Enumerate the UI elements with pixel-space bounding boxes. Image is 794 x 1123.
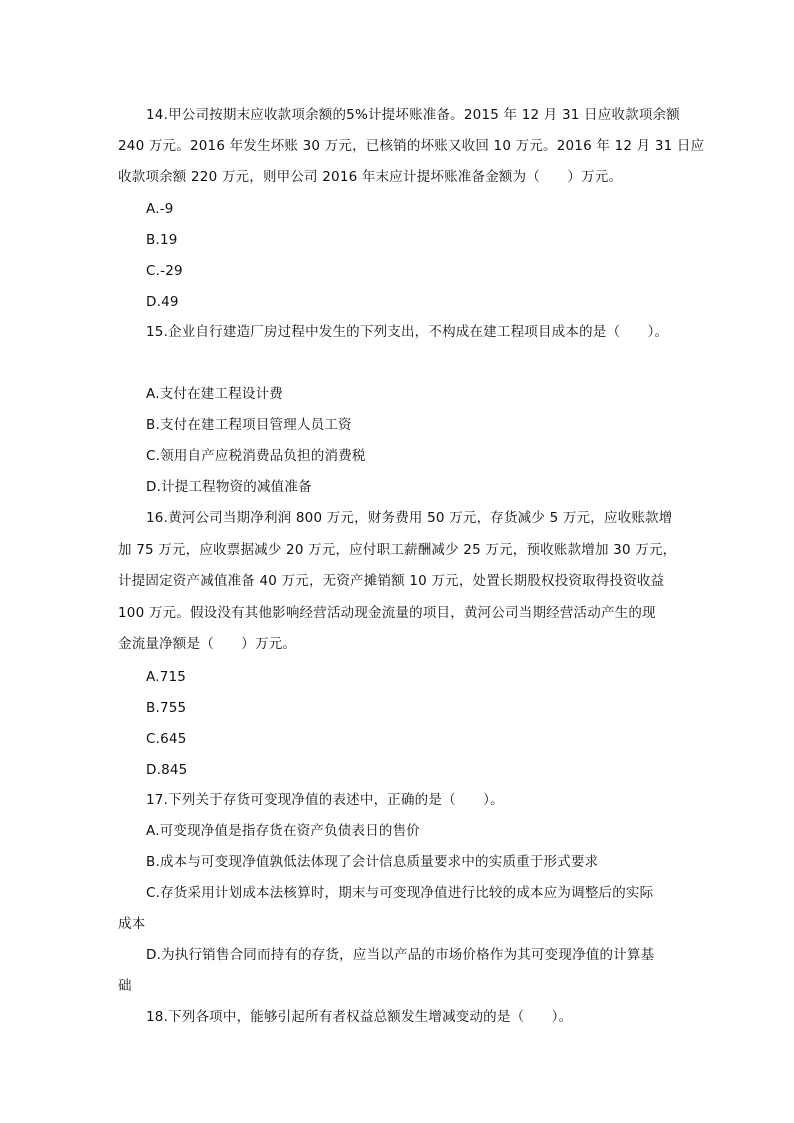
question-14-option-d: D.49 <box>146 294 179 310</box>
question-14-option-b: B.19 <box>146 232 178 248</box>
question-17-option-b: B.成本与可变现净值孰低法体现了会计信息质量要求中的实质重于形式要求 <box>146 854 599 870</box>
question-16-option-c: C.645 <box>146 731 187 747</box>
question-14-stem-line-2: 240 万元。2016 年发生坏账 30 万元，已核销的坏账又收回 10 万元。2016 年 12 月 31 日应 <box>118 138 705 154</box>
question-17-stem-line-1: 17.下列关于存货可变现净值的表述中，正确的是（ ）。 <box>146 792 504 808</box>
question-15-option-d: D.计提工程物资的减值准备 <box>146 479 312 495</box>
question-16-stem-line-1: 16.黄河公司当期净利润 800 万元，财务费用 50 万元，存货减少 5 万元，应收账款增 <box>146 510 673 526</box>
question-16-option-d: D.845 <box>146 762 188 778</box>
question-16-option-a: A.715 <box>146 669 187 685</box>
question-14-option-c: C.-29 <box>146 263 183 279</box>
question-18-stem-line-1: 18.下列各项中，能够引起所有者权益总额发生增减变动的是（ ）。 <box>146 1009 573 1025</box>
question-16-stem-line-5: 金流量净额是（ ）万元。 <box>118 636 297 652</box>
question-17-option-a: A.可变现净值是指存货在资产负债表日的售价 <box>146 823 420 839</box>
question-15-option-b: B.支付在建工程项目管理人员工资 <box>146 417 352 433</box>
question-14-stem-line-1: 14.甲公司按期末应收款项余额的5%计提坏账准备。2015 年 12 月 31 日应收款项余额 <box>146 107 680 123</box>
question-17-option-d-line-1: D.为执行销售合同而持有的存货，应当以产品的市场价格作为其可变现净值的计算基 <box>146 947 655 963</box>
question-17-option-c-line-1: C.存货采用计划成本法核算时，期末与可变现净值进行比较的成本应为调整后的实际 <box>146 885 654 901</box>
question-14-stem-line-3: 收款项余额 220 万元，则甲公司 2016 年末应计提坏账准备金额为（ ）万元。 <box>118 169 623 185</box>
question-15-option-c: C.领用自产应税消费品负担的消费税 <box>146 448 366 464</box>
question-17-option-d-line-2: 础 <box>118 978 132 994</box>
question-16-option-b: B.755 <box>146 700 187 716</box>
question-15-option-a: A.支付在建工程设计费 <box>146 386 283 402</box>
question-16-stem-line-3: 计提固定资产减值准备 40 万元，无资产摊销额 10 万元，处置长期股权投资取得投资收益 <box>118 573 665 589</box>
question-16-stem-line-2: 加 75 万元，应收票据减少 20 万元，应付职工薪酬减少 25 万元，预收账款增加 30 万元， <box>118 542 677 558</box>
question-15-stem-line-1: 15.企业自行建造厂房过程中发生的下列支出，不构成在建工程项目成本的是（ ）。 <box>146 324 669 340</box>
question-14-option-a: A.-9 <box>146 201 174 217</box>
question-16-stem-line-4: 100 万元。假设没有其他影响经营活动现金流量的项目，黄河公司当期经营活动产生的现 <box>118 605 656 621</box>
question-17-option-c-line-2: 成本 <box>118 916 146 932</box>
